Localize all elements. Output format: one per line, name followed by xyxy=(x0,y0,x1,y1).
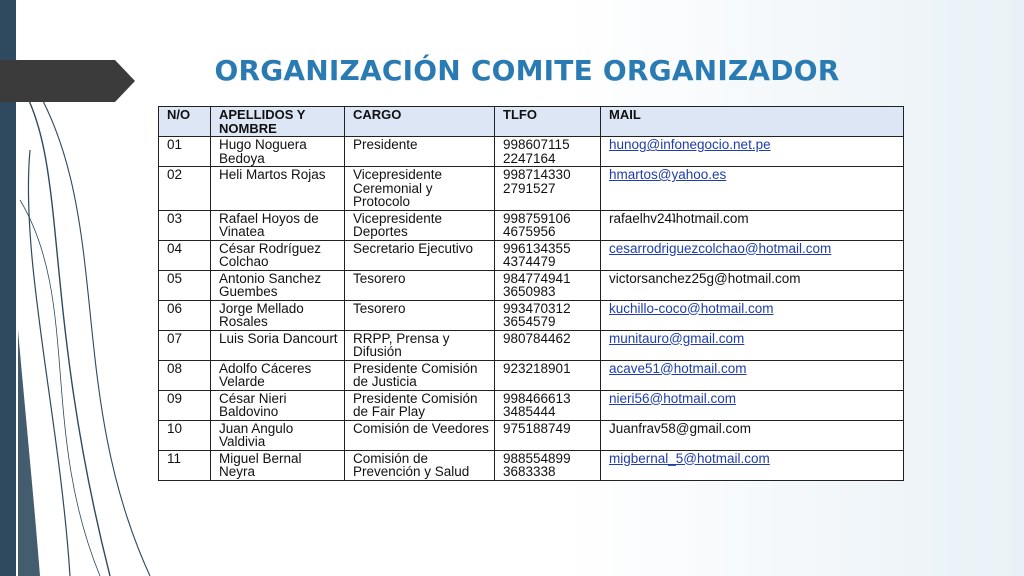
cell-name: Adolfo Cáceres Velarde xyxy=(211,360,345,390)
cell-mail xyxy=(601,360,904,390)
table-row xyxy=(159,167,904,211)
cell-cargo: Comisión de Prevención y Salud xyxy=(345,450,495,480)
header-tlfo: TLFO xyxy=(495,107,601,137)
cell-mail xyxy=(601,210,904,240)
table-row xyxy=(159,137,904,167)
cell-tlfo: 998759106 4675956 xyxy=(495,210,601,240)
cell-tlfo: 980784462 xyxy=(495,330,601,360)
email-link[interactable]: cesarrodriguezcolchao@hotmail.com xyxy=(609,240,832,256)
cell-name: Rafael Hoyos de Vinatea xyxy=(211,210,345,240)
cell-tlfo: 975188749 xyxy=(495,420,601,450)
table-row xyxy=(159,360,904,390)
cell-no: 07 xyxy=(159,330,211,360)
header-no: N/O xyxy=(159,107,211,137)
cell-no: 02 xyxy=(159,167,211,211)
cell-tlfo: 923218901 xyxy=(495,360,601,390)
table-row xyxy=(159,210,904,240)
header-mail: MAIL xyxy=(601,107,904,137)
cell-no: 09 xyxy=(159,390,211,420)
table-row xyxy=(159,270,904,300)
header-cargo: CARGO xyxy=(345,107,495,137)
cell-cargo: Comisión de Veedores xyxy=(345,420,495,450)
table-row xyxy=(159,300,904,330)
cell-mail xyxy=(601,450,904,480)
table-row xyxy=(159,450,904,480)
cell-cargo: Presidente Comisión de Fair Play xyxy=(345,390,495,420)
cell-cargo: RRPP, Prensa y Difusión xyxy=(345,330,495,360)
table-header-row xyxy=(159,107,904,137)
header-name: APELLIDOS Y NOMBRE xyxy=(211,107,345,137)
cell-cargo: Vicepresidente Deportes xyxy=(345,210,495,240)
cell-no: 01 xyxy=(159,137,211,167)
cell-mail xyxy=(601,167,904,211)
cell-name: César Rodríguez Colchao xyxy=(211,240,345,270)
cell-tlfo: 998714330 2791527 xyxy=(495,167,601,211)
table-row xyxy=(159,330,904,360)
cell-name: Jorge Mellado Rosales xyxy=(211,300,345,330)
table-row xyxy=(159,240,904,270)
table-row xyxy=(159,420,904,450)
cell-cargo: Presidente xyxy=(345,137,495,167)
table-row xyxy=(159,390,904,420)
email-link[interactable]: acave51@hotmail.com xyxy=(609,360,747,376)
cell-cargo: Secretario Ejecutivo xyxy=(345,240,495,270)
cell-cargo: Presidente Comisión de Justicia xyxy=(345,360,495,390)
cell-tlfo: 998466613 3485444 xyxy=(495,390,601,420)
cell-tlfo: 988554899 3683338 xyxy=(495,450,601,480)
table-body xyxy=(159,137,904,481)
cell-name: Juan Angulo Valdivia xyxy=(211,420,345,450)
cell-no: 05 xyxy=(159,270,211,300)
email-link[interactable]: nieri56@hotmail.com xyxy=(609,390,737,406)
cell-mail xyxy=(601,330,904,360)
cell-cargo: Vicepresidente Ceremonial y Protocolo xyxy=(345,167,495,211)
email-text: victorsanchez25g@hotmail.com xyxy=(609,270,801,286)
email-text: Juanfrav58@gmail.com xyxy=(609,420,752,436)
email-link[interactable]: hunog@infonegocio.net.pe xyxy=(609,137,771,152)
cell-name: Luis Soria Dancourt xyxy=(211,330,345,360)
slide-title: ORGANIZACIÓN COMITE ORGANIZADOR xyxy=(214,54,840,87)
cell-no: 03 xyxy=(159,210,211,240)
cell-mail xyxy=(601,390,904,420)
cell-tlfo: 993470312 3654579 xyxy=(495,300,601,330)
cell-name: Hugo Noguera Bedoya xyxy=(211,137,345,167)
cell-name: César Nieri Baldovino xyxy=(211,390,345,420)
cell-name: Miguel Bernal Neyra xyxy=(211,450,345,480)
committee-table xyxy=(158,106,904,481)
cell-no: 11 xyxy=(159,450,211,480)
cell-mail xyxy=(601,300,904,330)
cell-no: 06 xyxy=(159,300,211,330)
cell-tlfo: 984774941 3650983 xyxy=(495,270,601,300)
email-link[interactable]: kuchillo-coco@hotmail.com xyxy=(609,300,774,316)
cell-name: Antonio Sanchez Guembes xyxy=(211,270,345,300)
cell-mail xyxy=(601,137,904,167)
cell-mail xyxy=(601,420,904,450)
cell-name: Heli Martos Rojas xyxy=(211,167,345,211)
cell-no: 04 xyxy=(159,240,211,270)
cell-no: 10 xyxy=(159,420,211,450)
cell-tlfo: 998607115 2247164 xyxy=(495,137,601,167)
email-link[interactable]: migbernal_5@hotmail.com xyxy=(609,450,770,466)
cell-no: 08 xyxy=(159,360,211,390)
email-link[interactable]: munitauro@gmail.com xyxy=(609,330,745,346)
email-link[interactable]: hmartos@yahoo.es xyxy=(609,167,727,182)
email-text: rafaelhv24ʇhotmail.com xyxy=(609,210,749,226)
cell-cargo: Tesorero xyxy=(345,300,495,330)
cell-tlfo: 996134355 4374479 xyxy=(495,240,601,270)
cell-mail xyxy=(601,240,904,270)
cell-mail xyxy=(601,270,904,300)
cell-cargo: Tesorero xyxy=(345,270,495,300)
